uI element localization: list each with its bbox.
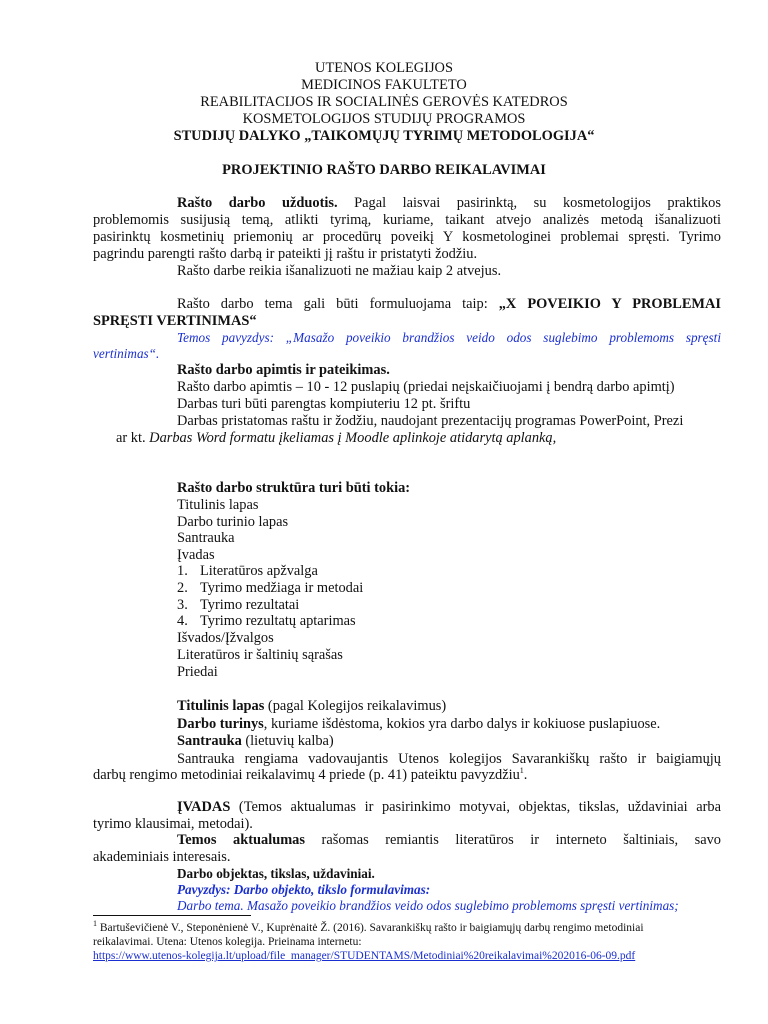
- task-line1-text: Pagal laisvai pasirinktą, su kosmetologijos praktikos: [337, 195, 721, 211]
- intro-line1-text: (Temos aktualumas ir pasirinkimo motyvai, objektas, tikslas, uždaviniai arba: [230, 799, 721, 815]
- structure-item: Išvados/Įžvalgos: [177, 630, 274, 646]
- structure-item: Priedai: [177, 664, 218, 680]
- intro-label: ĮVADAS: [177, 799, 231, 815]
- structure-heading: Rašto darbo struktūra turi būti tokia:: [177, 480, 411, 496]
- theme-example-line2: vertinimas“.: [93, 346, 160, 361]
- title-page-text: (pagal Kolegijos reikalavimus): [264, 698, 447, 714]
- scope-line2: Darbas turi būti parengtas kompiuteriu 12 pt. šriftu: [177, 396, 471, 412]
- relevance-text: rašomas remiantis literatūros ir interneto šaltiniais, savo: [304, 832, 721, 848]
- summary-text: (lietuvių kalba): [241, 733, 334, 749]
- item-number: 2.: [177, 580, 188, 596]
- structure-item: Įvadas: [177, 547, 215, 563]
- task-line5: Rašto darbe reikia išanalizuoti ne mažiau kaip 2 atvejus.: [177, 263, 502, 279]
- task-line2: problemomis susijusią temą, atlikti tyrimą, kuriame, taikant atvejo analizės metodą išanalizuoti: [93, 212, 721, 228]
- theme-formula-start: „X POVEIKIO Y PROBLEMAI: [498, 296, 721, 312]
- document-title: PROJEKTINIO RAŠTO DARBO REIKALAVIMAI: [222, 162, 546, 178]
- header-department: REABILITACIJOS IR SOCIALINĖS GEROVĖS KATEDROS: [200, 94, 568, 110]
- title-page-line: [177, 698, 446, 715]
- task-line4: pagrindu parengti rašto darbą ir pateikti jį raštu ir pristatyti žodžiu.: [93, 246, 478, 262]
- scope-line4-italic: Darbas Word formatu įkeliamas į Moodle aplinkoje atidarytą aplanką,: [149, 430, 557, 446]
- header-faculty: MEDICINOS FAKULTETO: [301, 77, 467, 93]
- footnote-mark: 1: [93, 919, 97, 929]
- relevance-line1: [177, 832, 721, 849]
- summary-desc-text: darbų rengimo metodiniai reikalavimų 4 priede (p. 41) pateiktu pavyzdžiu: [93, 767, 520, 783]
- task-paragraph-line1: [177, 195, 721, 212]
- structure-numbered-item: [177, 597, 299, 614]
- structure-item: Titulinis lapas: [177, 497, 259, 513]
- theme-example-line1: Temos pavyzdys: „Masažo poveikio brandžios veido odos suglebimo problemoms spręsti: [177, 330, 721, 345]
- header-college: UTENOS KOLEGIJOS: [315, 60, 453, 76]
- example-heading: Pavyzdys: Darbo objekto, tikslo formulavimas:: [177, 882, 431, 897]
- object-heading: Darbo objektas, tikslas, uždaviniai.: [177, 866, 375, 881]
- footnote-line2: reikalavimai. Utena: Utenos kolegija. Prieinama internetu:: [93, 936, 362, 948]
- summary-label: Santrauka: [177, 733, 242, 749]
- footnote-line1: [93, 921, 644, 935]
- scope-line4-text: ar kt.: [116, 430, 150, 446]
- summary-desc-end: .: [523, 767, 528, 783]
- footnote-url-link[interactable]: https://www.utenos-kolegija.lt/upload/file_manager/STUDENTAMS/Metodiniai%20reikalavimai%202016-06-09.pdf: [93, 950, 636, 962]
- intro-line2: tyrimo klausimai, metodai).: [93, 816, 253, 832]
- scope-heading: Rašto darbo apimtis ir pateikimas.: [177, 362, 390, 378]
- summary-desc-line2: [93, 767, 527, 784]
- task-label: Rašto darbo užduotis.: [177, 195, 338, 211]
- example-line: Darbo tema. Masažo poveikio brandžios veido odos suglebimo problemoms spręsti vertinimas;: [177, 898, 679, 913]
- toc-line: [177, 716, 660, 733]
- header-subject: STUDIJŲ DALYKO „TAIKOMŲJŲ TYRIMŲ METODOLOGIJA“: [173, 128, 595, 144]
- item-number: 1.: [177, 563, 188, 579]
- structure-numbered-item: [177, 613, 356, 630]
- toc-label: Darbo turinys: [177, 716, 264, 732]
- scope-line1: Rašto darbo apimtis – 10 - 12 puslapių (priedai neįskaičiuojami į bendrą darbo apimtį): [177, 379, 675, 395]
- structure-item: Darbo turinio lapas: [177, 514, 289, 530]
- header-programme: KOSMETOLOGIJOS STUDIJŲ PROGRAMOS: [242, 111, 526, 127]
- footnote-reference[interactable]: 1: [519, 766, 524, 776]
- relevance-line2: akademiniais interesais.: [93, 849, 231, 865]
- structure-item: Literatūros ir šaltinių sąrašas: [177, 647, 343, 663]
- footnote-text: Bartuševičienė V., Steponėnienė V., Kuprėnaitė Ž. (2016). Savarankiškų rašto ir baigiamųjų darbų rengimo metodiniai: [97, 922, 644, 934]
- summary-line: [177, 733, 334, 750]
- task-line3: pasirinktų kosmetinių priemonių ar procedūrų poveikį Y kosmetologinei problemai spręsti. Tyrimo: [93, 229, 721, 245]
- item-text: Tyrimo rezultatai: [200, 597, 300, 613]
- intro-line1: [177, 799, 721, 816]
- relevance-label: Temos aktualumas: [177, 832, 305, 848]
- item-number: 4.: [177, 613, 188, 629]
- theme-line1: [177, 296, 721, 313]
- item-text: Tyrimo medžiaga ir metodai: [200, 580, 364, 596]
- theme-formula-end: SPRĘSTI VERTINIMAS“: [93, 313, 257, 329]
- structure-numbered-item: [177, 563, 318, 580]
- title-page-label: Titulinis lapas: [177, 698, 265, 714]
- scope-line4: [116, 430, 556, 447]
- toc-text: , kuriame išdėstoma, kokios yra darbo dalys ir kokiuose puslapiuose.: [263, 716, 661, 732]
- footnote-separator: [93, 915, 251, 916]
- item-text: Tyrimo rezultatų aptarimas: [200, 613, 356, 629]
- structure-numbered-item: [177, 580, 363, 597]
- item-text: Literatūros apžvalga: [200, 563, 318, 579]
- theme-line1-text: Rašto darbo tema gali būti formuluojama taip:: [177, 296, 499, 312]
- item-number: 3.: [177, 597, 188, 613]
- scope-line3: Darbas pristatomas raštu ir žodžiu, naudojant prezentacijų programas PowerPoint, Prezi: [177, 413, 684, 429]
- structure-item: Santrauka: [177, 530, 235, 546]
- summary-desc-line1: Santrauka rengiama vadovaujantis Utenos kolegijos Savarankiškų rašto ir baigiamųjų: [177, 751, 721, 767]
